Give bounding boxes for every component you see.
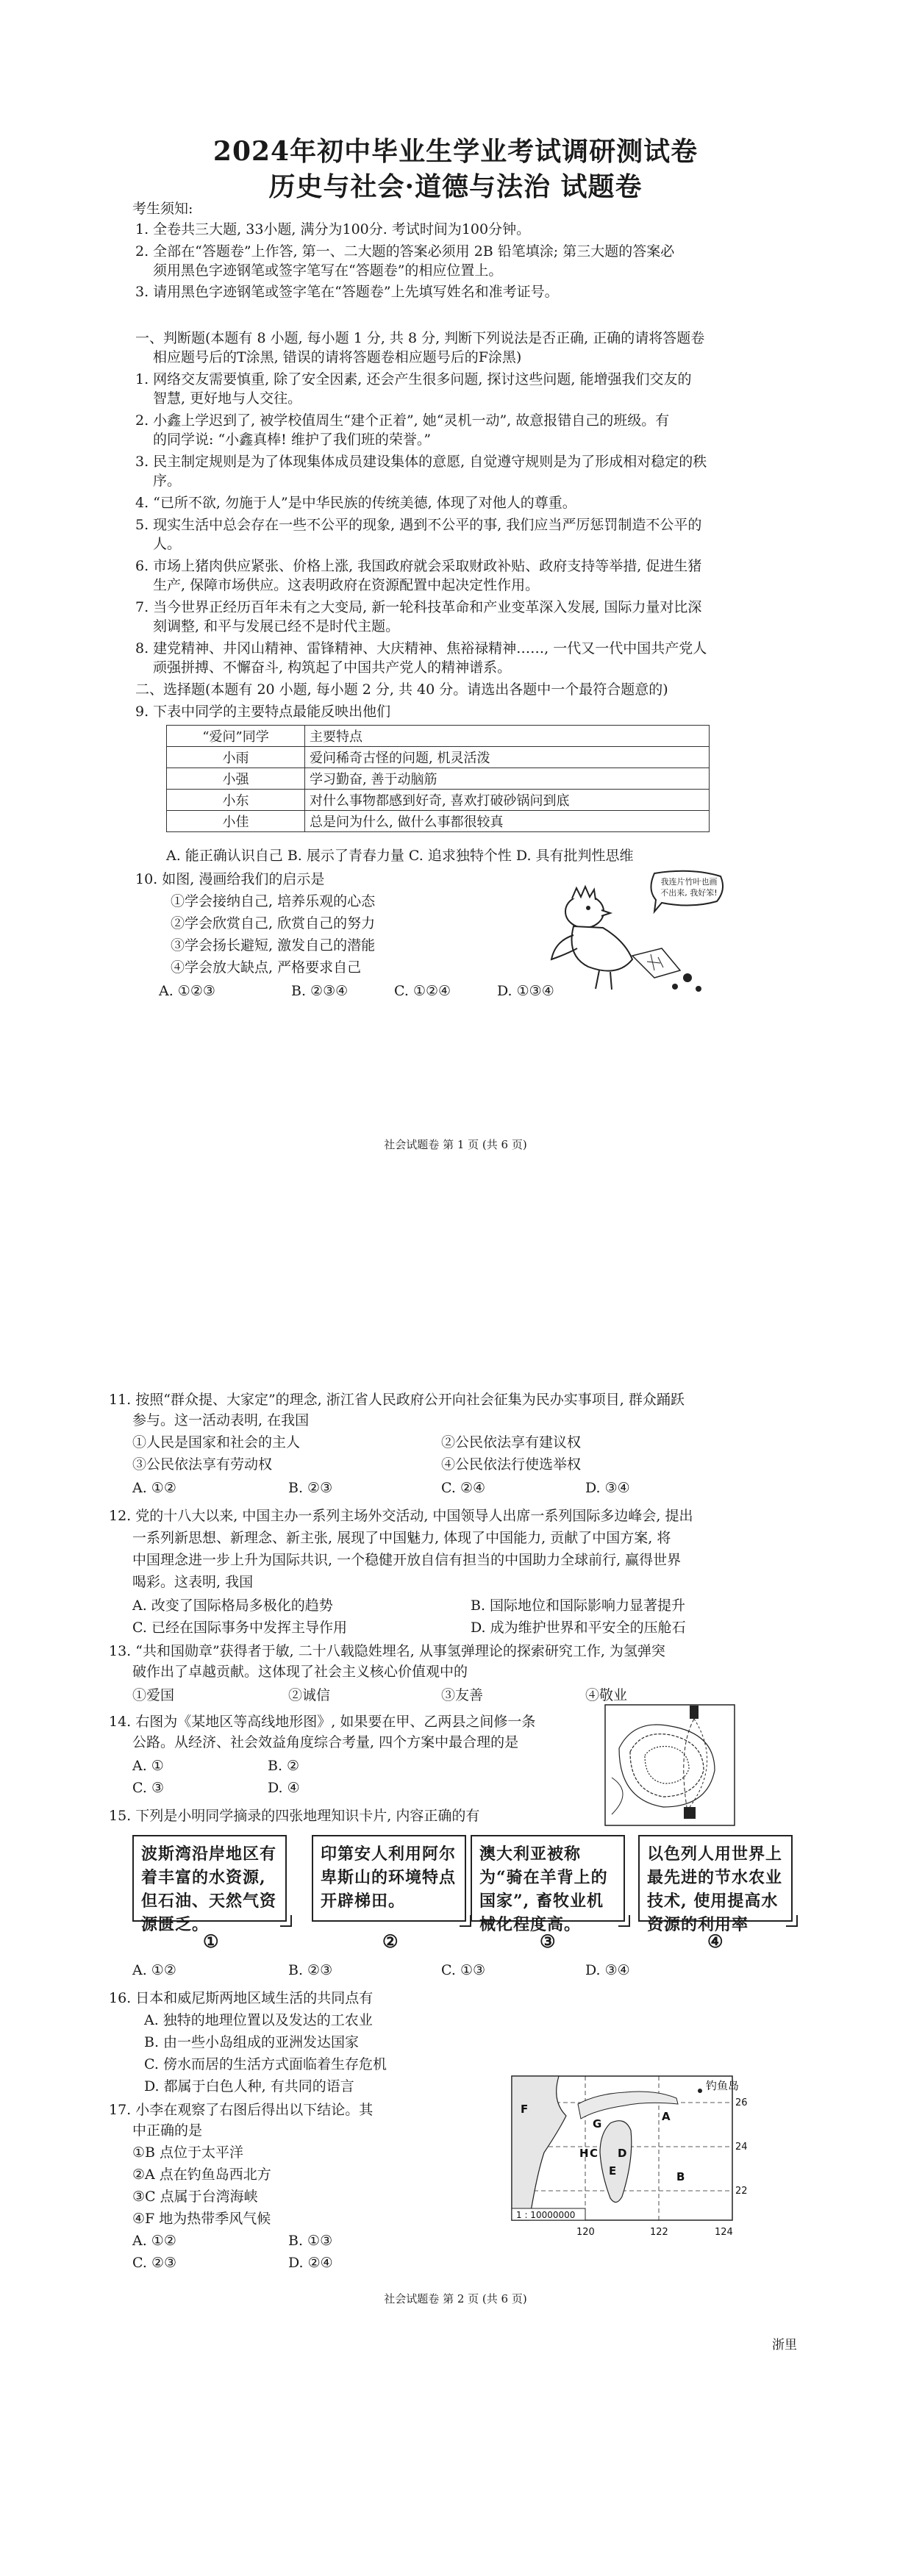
question-6-cont: 生产, 保障市场供应。这表明政府在资源配置中起决定性作用。 [153,577,540,593]
q11-option-c: C. ②④ [441,1480,486,1496]
point-label-c: C [590,2147,599,2160]
exam-page-1 [0,0,911,1206]
ink-spot [683,973,692,982]
question-3-cont: 序。 [153,473,182,489]
page-footer-2: 社会试题卷 第 2 页 (共 6 页) [384,2292,527,2305]
question-9: 9. 下表中同学的主要特点最能反映出他们 [135,704,391,720]
q13-option-b: ②诚信 [288,1687,331,1703]
card-number-2: ② [382,1931,399,1952]
table-cell: 爱问稀奇古怪的问题, 机灵活泼 [305,747,710,768]
q12-option-b: B. 国际地位和国际影响力显著提升 [471,1598,686,1614]
q10-statement-3: ③学会扬长避短, 激发自己的潜能 [171,937,376,954]
map-scale: 1 : 10000000 [516,2210,576,2220]
q17-option-b: B. ①③ [288,2233,333,2249]
lon-label-120: 120 [576,2227,595,2238]
table-row [167,747,710,768]
table-row [167,811,710,832]
point-label-a: A [662,2110,671,2123]
q17-option-c: C. ②③ [132,2255,177,2271]
question-10: 10. 如图, 漫画给我们的启示是 [135,871,325,887]
question-14: 14. 右图为《某地区等高线地形图》, 如果要在甲、乙两县之间修一条 [109,1714,536,1730]
question-16: 16. 日本和威尼斯两地区域生活的共同点有 [109,1990,374,2006]
question-14-cont: 公路。从经济、社会效益角度综合考量, 四个方案中最合理的是 [132,1734,519,1750]
page-footer-1: 社会试题卷 第 1 页 (共 6 页) [384,1138,527,1151]
card-number-4: ④ [707,1931,724,1952]
speech-bubble-text-box [657,876,721,906]
island-label: 钓鱼岛 [706,2079,740,2092]
q9-features-table [166,725,710,832]
notice-item-2b: 须用黑色字迹钢笔或签字笔写在“答题卷”的相应位置上。 [153,262,503,279]
question-7: 7. 当今世界正经历百年未有之大变局, 新一轮科技革命和产业变革深入发展, 国际力量对比深 [135,599,702,615]
q17-option-d: D. ②④ [288,2255,333,2271]
q10-cartoon [544,867,728,1000]
q15-option-b: B. ②③ [288,1962,333,1978]
question-1: 1. 网络交友需要慎重, 除了安全因素, 还会产生很多问题, 探讨这些问题, 能增强我们交友的 [135,371,692,387]
notice-item-3: 3. 请用黑色字迹钢笔或签字笔在“答题卷”上先填写姓名和准考证号。 [135,284,559,300]
question-5-cont: 人。 [153,536,182,552]
q17-statement-3: ③C 点属于台湾海峡 [132,2189,258,2205]
q11-option-a: A. ①② [132,1480,176,1496]
q14-option-d: D. ④ [268,1780,300,1796]
question-13-cont: 破作出了卓越贡献。这体现了社会主义核心价值观中的 [132,1664,468,1680]
question-8-cont: 顽强拼搏、不懈奋斗, 构筑起了中国共产党人的精神谱系。 [153,659,512,676]
notice-heading: 考生须知: [132,201,193,217]
corner-mark: 浙里 [772,2338,797,2353]
question-12-cont-3: 喝彩。这表明, 我国 [132,1574,254,1590]
question-15: 15. 下列是小明同学摘录的四张地理知识卡片, 内容正确的有 [109,1808,480,1824]
q17-statement-4: ④F 地为热带季风气候 [132,2211,271,2227]
question-7-cont: 刻调整, 和平与发展已经不是时代主题。 [153,618,400,634]
taiwan-region-map [507,2072,750,2242]
q9-options: A. 能正确认识自己 B. 展示了青春力量 C. 追求独特个性 D. 具有批判性思维 [166,848,634,864]
q11-statement-1: ①人民是国家和社会的主人 [132,1434,301,1450]
point-label-f: F [521,2103,529,2116]
question-11-cont: 参与。这一活动表明, 在我国 [132,1412,310,1428]
exam-subtitle: 历史与社会·道德与法治 试题卷 [268,171,643,202]
question-12-cont-1: 一系列新思想、新理念、新主张, 展现了中国魅力, 体现了中国能力, 贡献了中国方案, 将 [132,1530,671,1546]
q17-statement-1: ①B 点位于太平洋 [132,2144,244,2161]
rooster-comb [572,887,596,900]
q15-option-a: A. ①② [132,1962,176,1978]
exam-title: 2024年初中毕业生学业考试调研测试卷 [212,136,699,167]
question-17-cont: 中正确的是 [132,2122,203,2139]
rooster-legs [596,970,612,990]
contour-map [604,1704,735,1826]
ink-spot [696,986,701,992]
question-8: 8. 建党精神、井冈山精神、雷锋精神、大庆精神、焦裕禄精神……, 一代又一代中国共产党人 [135,640,707,656]
q11-option-d: D. ③④ [585,1480,630,1496]
q11-statement-2: ②公民依法享有建议权 [441,1434,582,1450]
part2-heading: 二、选择题(本题有 20 小题, 每小题 2 分, 共 40 分。请选出各题中一个最符合题意的) [135,681,668,698]
table-cell: 小雨 [167,747,305,768]
q10-option-c: C. ①②④ [394,983,451,999]
lon-label-122: 122 [650,2227,668,2238]
question-4: 4. “已所不欲, 勿施于人”是中华民族的传统美德, 体现了对他人的尊重。 [135,495,576,511]
q10-option-a: A. ①②③ [159,983,215,999]
rooster-eye [586,906,590,910]
lat-label-26: 26 [735,2097,748,2108]
rooster-head [565,895,604,928]
knowledge-card-2: 印第安人利用阿尔卑斯山的环境特点开辟梯田。 [312,1835,466,1922]
table-cell: 小强 [167,768,305,790]
question-2-cont: 的同学说: “小鑫真棒! 维护了我们班的荣誉。” [153,432,432,448]
q11-option-b: B. ②③ [288,1480,333,1496]
paper-sheet [632,948,680,978]
question-3: 3. 民主制定规则是为了体现集体成员建设集体的意愿, 自觉遵守规则是为了形成相对稳定的秩 [135,454,707,470]
table-cell: 小佳 [167,811,305,832]
q10-statement-2: ②学会欣赏自己, 欣赏自己的努力 [171,915,376,931]
point-label-b: B [676,2170,685,2183]
point-label-e: E [609,2164,617,2178]
q12-option-c: C. 已经在国际事务中发挥主导作用 [132,1620,347,1636]
notice-item-1: 1. 全卷共三大题, 33小题, 满分为100分. 考试时间为100分钟。 [135,221,531,237]
q11-statement-4: ④公民依法行使选举权 [441,1456,582,1473]
exam-page-2 [0,1287,911,2576]
lat-label-24: 24 [735,2142,748,2153]
card-number-3: ③ [540,1931,556,1952]
table-cell: 小东 [167,790,305,811]
knowledge-card-3: 澳大利亚被称为“骑在羊背上的国家”, 畜牧业机械化程度高。 [471,1835,625,1922]
question-6: 6. 市场上猪肉供应紧张、价格上涨, 我国政府就会采取财政补贴、政府支持等举措, 促进生猪 [135,558,702,574]
point-label-h: H [579,2147,589,2160]
question-12-cont-2: 中国理念进一步上升为国际共识, 一个稳健开放自信有担当的中国助力全球前行, 赢得世界 [132,1552,682,1568]
lat-label-22: 22 [735,2186,748,2197]
map-frame [605,1705,735,1825]
county-block [690,1706,699,1719]
q15-option-d: D. ③④ [585,1962,630,1978]
q10-option-b: B. ②③④ [291,983,349,999]
table-row [167,768,710,790]
point-label-d: D [618,2147,627,2160]
speech-bubble-text: 我连片竹叶也画不出来, 我好笨! [660,877,718,898]
knowledge-card-1: 波斯湾沿岸地区有着丰富的水资源, 但石油、天然气资源匮乏。 [132,1835,287,1922]
q17-statement-2: ②A 点在钓鱼岛西北方 [132,2167,271,2183]
q16-option-a: A. 独特的地理位置以及发达的工农业 [144,2012,373,2028]
question-12: 12. 党的十八大以来, 中国主办一系列主场外交活动, 中国领导人出席一系列国际多边峰会, 提出 [109,1508,693,1524]
q14-option-a: A. ① [132,1758,164,1774]
table-header-cell: “爱问”同学 [167,726,305,747]
table-header-row [167,726,710,747]
rooster-beak [601,910,610,916]
table-cell: 对什么事物都感到好奇, 喜欢打破砂锅问到底 [305,790,710,811]
q16-option-b: B. 由一些小岛组成的亚洲发达国家 [144,2034,360,2050]
q12-option-d: D. 成为维护世界和平安全的压舱石 [471,1620,686,1636]
table-cell: 学习勤奋, 善于动脑筋 [305,768,710,790]
knowledge-card-4: 以色列人用世界上最先进的节水农业技术, 使用提高水资源的利用率 [638,1835,793,1922]
question-5: 5. 现实生活中总会存在一些不公平的现象, 遇到不公平的事, 我们应当严厉惩罚制造不公平的 [135,517,702,533]
table-header-cell: 主要特点 [305,726,710,747]
part1-heading-cont: 相应题号后的T涂黑, 错误的请将答题卷相应题号后的F涂黑) [153,349,522,365]
q16-option-c: C. 傍水而居的生活方式面临着生存危机 [144,2056,387,2072]
diaoyu-island-point [698,2089,702,2093]
question-2: 2. 小鑫上学迟到了, 被学校值周生“建个正着”, 她“灵机一动”, 故意报错自己的班级。有 [135,412,670,429]
question-13: 13. “共和国勋章”获得者于敏, 二十八载隐姓埋名, 从事氢弹理论的探索研究工作, 为氢弹突 [109,1643,665,1659]
card-number-1: ① [203,1931,219,1952]
q10-statement-1: ①学会接纳自己, 培养乐观的心态 [171,893,376,909]
q13-option-c: ③友善 [441,1687,484,1703]
notice-item-2a: 2. 全部在“答题卷”上作答, 第一、二大题的答案必须用 2B 铅笔填涂; 第三大题的答案必 [135,243,675,260]
table-row [167,790,710,811]
q10-statement-4: ④学会放大缺点, 严格要求自己 [171,959,362,976]
part1-heading: 一、判断题(本题有 8 小题, 每小题 1 分, 共 8 分, 判断下列说法是否正确, 正确的请将答题卷 [135,330,705,346]
table-cell: 总是问为什么, 做什么事都很较真 [305,811,710,832]
q17-option-a: A. ①② [132,2233,176,2249]
q14-option-c: C. ③ [132,1780,164,1796]
q15-option-c: C. ①③ [441,1962,486,1978]
q13-option-a: ①爱国 [132,1687,175,1703]
q14-option-b: B. ② [268,1758,300,1774]
q13-option-d: ④敬业 [585,1687,628,1703]
ink-spot [672,984,678,990]
q10-option-d: D. ①③④ [497,983,554,999]
rooster-body [572,926,633,971]
q11-statement-3: ③公民依法享有劳动权 [132,1456,273,1473]
q12-option-a: A. 改变了国际格局多极化的趋势 [132,1598,333,1614]
point-label-g: G [593,2117,602,2130]
q16-option-d: D. 都属于白色人种, 有共同的语言 [144,2078,354,2094]
lon-label-124: 124 [715,2227,733,2238]
question-11: 11. 按照“群众提、大家定”的理念, 浙江省人民政府公开向社会征集为民办实事项目, 群众踊跃 [109,1392,685,1408]
question-1-cont: 智慧, 更好地与人交往。 [153,390,302,407]
county-block [684,1807,696,1819]
question-17: 17. 小李在观察了右图后得出以下结论。其 [109,2102,374,2118]
